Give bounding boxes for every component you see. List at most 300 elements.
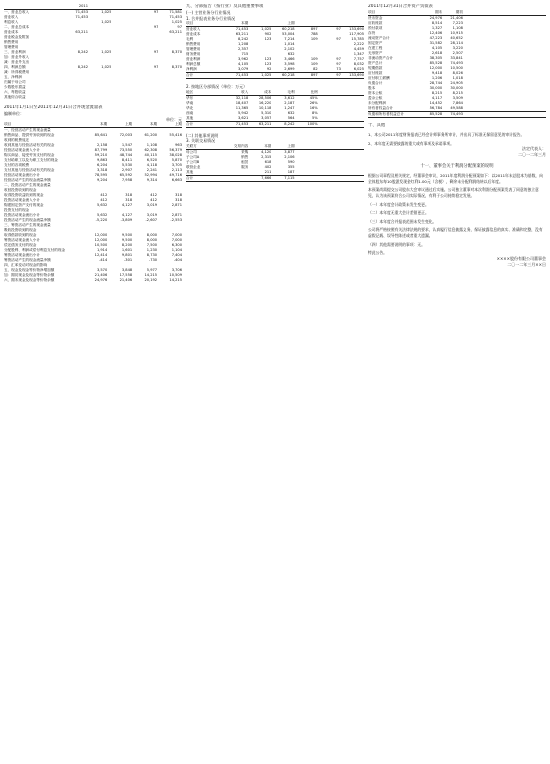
total-cell: 8,242 [271,121,294,127]
row-label: 货币资金 [368,16,383,20]
table-cell: 11,365 [235,105,249,110]
row-label: 销售商品、提供劳务收到的现金 [4,133,55,137]
closing-text: 特此公告。 [368,250,387,256]
row-label: 在建工程 [368,46,383,50]
table-cell: 2,222 [353,42,364,46]
table-cell: 412 [150,198,158,202]
row-label: 营业成本 [186,32,201,36]
table-cell: 2,187 [284,100,295,105]
table-cell: 7,757 [353,57,364,61]
row-label: 三、营业利润 [4,50,26,54]
row-label: 净利润 [186,67,197,71]
row-label: 一、营业总收入 [4,10,30,14]
row-label: 华东 [186,95,194,100]
table-cell: 71,453 [75,15,88,19]
table-cell: 109 [310,62,318,66]
table-row [4,278,182,283]
table-cell: 72,003 [119,133,133,137]
table-cell: 7,958 [121,178,133,182]
sign-company: 法定代表人： [522,146,546,152]
table-cell: 销售 [241,154,249,159]
row-label: 减：营业外支出 [4,60,30,64]
total-cell: 897 [295,73,318,79]
table-cell: 48,744 [119,153,133,157]
table-cell: 20,192 [144,278,158,282]
row-label: 投资活动现金流出小计 [4,213,40,217]
total-cell: 71,453 [225,73,248,79]
table-cell: 9,204 [96,178,108,182]
column-header: 上期 [107,122,132,128]
table-cell: -301 [124,258,133,262]
table-cell: 10,509 [169,273,182,277]
table-cell: 109 [310,37,318,41]
table-cell [111,95,134,100]
column-header: 项目 [186,21,225,27]
row-label: 三、筹资活动产生的现金流量 [4,223,51,227]
table-cell: 5,942 [238,110,249,115]
row-label: 归属于母公司 [4,80,26,84]
table-cell: 40,652 [450,36,463,40]
total-row [186,73,364,79]
table-cell: 16% [309,105,318,110]
table-cell: 9,500 [121,238,133,242]
table-cell: 10,118 [258,105,272,110]
item-4: （四）其他需要说明的事项：无。 [368,241,425,247]
table-cell: 60,218 [282,27,295,31]
table-cell: 8,242 [77,65,88,69]
table-cell: 服务 [241,164,249,169]
table-cell: 8,411 [121,158,133,162]
table-cell: 788 [310,32,318,36]
table-cell: 412 [150,193,158,197]
cashflow-title: 2011年1月1日至2011年12月31日合并现金流量表 [4,105,103,110]
row-label: 经营活动现金流出小计 [4,173,40,177]
row-label: 未分配利润 [368,101,386,105]
column-header: 地区 [186,90,225,96]
row-label: 营业收入 [4,15,19,19]
table-cell: 3,057 [261,115,272,120]
table-cell: 56,784 [429,106,443,110]
table-cell: 87,799 [94,148,108,152]
item-3: （三）本年度合并报表范围未发生变化。 [368,218,437,224]
row-label: 其他 [186,169,194,174]
table-cell: 564 [287,115,295,120]
row-label: 购建固定资产支付的现金 [4,203,44,207]
table-cell: 73 [336,67,341,71]
table-cell: 12,000 [429,66,443,70]
total-cell [318,175,341,181]
item-1: （一）本年度会计政策未发生变更。 [368,201,429,207]
row-label: 经营活动现金流入小计 [4,148,40,152]
table-cell: 5,530 [121,163,133,167]
table-cell: 3,509 [452,96,463,100]
table-cell: 3,612 [284,95,295,100]
table-cell: 4,127 [121,203,133,207]
table-cell: 21,406 [450,16,463,20]
cashflow-table [4,122,182,283]
column-header: 2011 [65,4,88,10]
table-cell: 8,215 [431,91,443,95]
table-cell: 97 [153,50,159,54]
table-cell: 3,466 [284,57,295,61]
table-cell: 5,870 [171,158,182,162]
balance-title: 2011年12月31日合并资产负债表 [368,4,433,9]
table-cell: 45% [309,95,318,100]
table-cell: 1,108 [146,143,158,147]
table-cell: 3,705 [171,163,182,167]
total-cell [484,112,505,118]
table-cell: 1,914 [96,248,108,252]
table-cell [88,95,111,100]
table-cell: 1,327 [431,26,443,30]
total-cell: 7,115 [271,175,294,181]
row-label: 非流动资产合计 [368,56,394,60]
row-label: 应付账款 [368,71,383,75]
column-header: 上期 [271,144,294,150]
table-cell: 3,220 [452,46,463,50]
table-cell: 109 [310,57,318,61]
table-cell: 14,215 [144,273,158,277]
row-label: 一、经营活动产生的现金流量 [4,128,51,132]
row-label: 营业利润 [186,57,201,61]
table-cell: 1,025 [101,50,112,54]
table-cell: 1,025 [171,20,182,24]
table-cell: 412 [100,193,108,197]
row-label: 加：期初现金及现金等价物余额 [4,273,55,277]
table-cell: 65,592 [119,173,133,177]
row-label: 五、净利润 [4,75,22,79]
table-cell: 8,242 [238,37,249,41]
board-date: 二〇一二年三月××日 [507,261,546,267]
table-cell: 5,632 [96,203,108,207]
table-cell: 8,200 [121,243,133,247]
row-label: 筹资活动现金流入小计 [4,238,40,242]
table-cell: 897 [310,27,318,31]
column-header: 上期 [157,122,182,128]
row-label: 营业成本 [4,30,19,34]
table-cell: 8,032 [353,62,364,66]
row-label: 负债合计 [368,81,383,85]
row-label: 资产总计 [368,61,383,65]
table-cell: 7,500 [146,243,158,247]
total-cell: 63,211 [248,121,271,127]
table-cell: 9,500 [121,233,133,237]
segment-table-1 [186,21,364,79]
row-label: 四、利润总额 [4,65,26,69]
total-label: 合计 [186,73,225,79]
total-cell: 74,493 [442,112,463,118]
table-cell: 38,305 [429,56,443,60]
total-label: 合计 [186,121,225,127]
table-cell: 1,347 [353,52,364,56]
table-cell: 30,000 [429,86,443,90]
table-cell: -5,220 [95,218,108,222]
table-cell: 1,104 [171,248,182,252]
segment-table-2-caption: 2. 按地区分部情况（单位：万元） [186,84,248,89]
column-header: 收入 [225,90,248,96]
cashflow-unit: 单位：元 [166,116,182,122]
table-cell: 632 [287,110,295,115]
row-label: 二、投资活动产生的现金流量 [4,183,51,187]
total-row [186,175,364,181]
table-cell: 1,206 [431,76,443,80]
dividend-paragraph-2: 本预案尚需提交公司股东大会审议通过后实施。公司独立董事对本次利润分配预案发表了同意的独立意见，认为该预案符合公司实际情况，有利于公司持续稳定发展。 [368,187,539,198]
table-cell: 3,706 [171,268,182,272]
note-1: 1、本公司2011年度财务报表已经会计师事务所审计，并出具了标准无保留意见的审计报告。 [368,132,525,137]
table-cell: 318 [175,193,182,197]
table-cell: 73,550 [119,148,133,152]
table-cell: 3,848 [121,268,133,272]
table-cell: 1,108 [452,26,463,30]
table-cell: 3,570 [96,268,108,272]
total-cell: 60,218 [271,73,294,79]
total-cell [341,121,364,127]
segment-table-3 [186,144,364,182]
column-header: 交易内容 [225,144,248,150]
total-cell [463,112,484,118]
total-cell: 85,528 [421,112,442,118]
table-cell: 租赁 [241,159,249,164]
table-cell: 56,379 [169,148,182,152]
table-cell: 49,716 [169,173,182,177]
table-cell: -404 [173,258,182,262]
column-header: 期末 [421,10,442,16]
row-label: 营业收入 [186,27,201,31]
table-cell: 7,000 [171,238,182,242]
table-cell: 3,318 [96,168,108,172]
table-cell: 618 [264,159,272,164]
table-cell: 71,453 [75,10,88,14]
column-header: 本期 [82,122,107,128]
table-cell: 6,025 [353,67,364,71]
table-cell: 963 [175,143,182,147]
total-cell: 100% [295,121,318,127]
column-header: 项目 [4,122,82,128]
table-cell: 97 [336,62,341,66]
table-cell: 85,528 [429,61,443,65]
table-cell: 8,514 [431,21,443,25]
table-cell: 63,211 [75,30,88,34]
table-cell: 40,115 [144,153,158,157]
table-cell: 14,215 [169,278,182,282]
total-cell [504,112,525,118]
row-label: 应收账款 [368,21,383,25]
table-cell: 5% [312,115,318,120]
table-cell: 590 [287,159,295,164]
table-cell: 74,493 [450,61,463,65]
table-cell: 187 [287,169,295,174]
row-label: 流动资产合计 [368,36,390,40]
table-cell: 49,588 [450,106,463,110]
notes-title: 十、其他 [368,123,386,128]
table-cell: 3,962 [238,57,249,61]
row-label: 管理费用 [4,45,19,49]
total-cell: 7,666 [248,175,271,181]
table-cell: 7,404 [171,253,182,257]
table-cell: 2,315 [261,154,272,159]
row-label: 分配股利、利润或偿付利息支付的现金 [4,248,66,252]
table-cell: 21,406 [119,278,133,282]
column-header: 上期 [271,21,294,27]
row-label: 盈余公积 [368,96,383,100]
table-cell: 2,871 [171,213,182,217]
table-cell: 1,601 [121,248,133,252]
dividend-paragraph-1: 根据公司章程及相关规定，经董事会审议，2011年度利润分配预案如下：以2011年末总股本为基数，向全体股东每10股派发现金红利1.00元（含税），剩余未分配利润结转以后年度。 [368,173,543,184]
table-cell: 123 [264,57,272,61]
column-header: 比例 [295,90,318,96]
table-cell: 82 [313,67,318,71]
table-cell: 133,690 [349,27,364,31]
table-cell: 2,699 [284,67,295,71]
table-cell: 15,785 [351,37,364,41]
table-cell: 52,994 [144,173,158,177]
table-cell: 715 [241,52,249,56]
table-cell: 1,025 [101,20,112,24]
table-cell: 6,663 [171,178,182,182]
table-cell: 63,211 [235,32,249,36]
row-label: 投资支付的现金 [4,208,30,212]
table-cell: -414 [99,258,108,262]
row-label: 经营活动产生的现金流量净额 [4,178,51,182]
table-cell: 7,000 [171,233,182,237]
table-cell: 47,223 [429,36,443,40]
table-cell: 8,000 [146,233,158,237]
segment-title: 九、分部报告（按行业）及其他重要事项 [186,4,264,9]
table-cell: 7,864 [452,101,463,105]
table-cell: 78,595 [94,173,108,177]
row-label: 短期借款 [368,66,383,70]
row-label: 收到其他与经营活动有关的现金 [4,143,55,147]
table-cell: 17,558 [119,273,133,277]
total-label: 负债和所有者权益总计 [368,112,421,118]
income-table [4,4,182,100]
column-header: 毛利 [271,90,294,96]
row-label: 偿还债务支付的现金 [4,243,37,247]
middle-column [186,4,364,758]
table-cell: 6,300 [171,243,182,247]
row-label: 无形资产 [368,51,383,55]
row-label: 筹资活动现金流出小计 [4,253,40,257]
table-cell: 24,976 [429,16,443,20]
row-label: 华南 [186,100,194,105]
left-column [4,4,182,758]
row-label: 毛利 [186,37,194,41]
row-label: 四、汇率变动对现金的影响 [4,263,48,267]
total-row [368,112,546,118]
table-cell: 2,102 [284,47,295,51]
table-cell: 8,026 [452,71,463,75]
row-label: 减：所得税费用 [4,70,30,74]
row-label: 所有者权益合计 [368,106,394,110]
table-cell: 1,208 [238,42,249,46]
table-cell: 8,242 [77,50,88,54]
right-column [368,4,546,758]
row-label: 销售费用 [186,42,201,46]
table-cell: 3,019 [146,203,158,207]
table-cell: 211 [264,169,272,174]
table-cell: 4,117 [431,96,443,100]
row-label: 股本 [368,86,376,90]
row-label: 吸收投资收到的现金 [4,228,37,232]
table-cell: 71,453 [169,15,182,19]
table-cell: -2,607 [145,218,158,222]
row-label: 应付职工薪酬 [368,76,390,80]
row-label: 资本公积 [368,91,383,95]
table-cell: 1,547 [121,143,133,147]
table-cell: 12,414 [94,253,108,257]
sign-date: 二〇一二年三月 [518,152,546,158]
table-cell: 97 [153,10,159,14]
row-label: 取得借款收到的现金 [4,233,37,237]
row-label: 取得投资收益收到的现金 [4,193,44,197]
segment-table-1-caption: 1. 合并报表业务分行业情况 [186,15,236,21]
row-label: 六、每股收益 [4,90,26,94]
table-cell [65,95,88,100]
table-cell [135,95,158,100]
total-cell [295,175,318,181]
row-label: 收到的税费返还 [4,138,30,142]
table-cell: 10,500 [94,243,108,247]
table-cell: 97 [336,37,341,41]
row-label: 利息收入 [4,20,19,24]
table-cell: 1,025 [101,65,112,69]
segment-section-2: (二) 其他事项说明 [186,132,219,138]
total-cell [341,175,364,181]
table-cell: 4,105 [431,46,443,50]
table-cell: 2,241 [146,168,158,172]
table-cell: 2,113 [171,168,182,172]
total-cell [318,121,341,127]
table-cell: 1,230 [146,248,158,252]
total-cell: 97 [318,73,341,79]
table-cell: 61,200 [144,133,158,137]
column-header: 期初 [442,10,463,16]
row-label: 其他 [186,115,194,120]
table-cell: 33,841 [450,56,463,60]
table-cell: 97 [177,25,182,29]
table-cell: 97 [336,57,341,61]
row-label: 利润总额 [186,62,201,66]
table-cell: 318 [125,198,133,202]
table-cell: 14,452 [429,101,443,105]
row-label: 二、营业总成本 [4,25,30,29]
table-cell: 24,976 [94,278,108,282]
column-header: 关联方 [186,144,225,150]
row-label: 收回投资收到的现金 [4,188,37,192]
table-cell: 12,000 [94,238,108,242]
table-cell: 1,014 [284,42,295,46]
row-label: 少数股东损益 [4,85,26,89]
table-cell: 31,582 [429,41,443,45]
table-cell: 2,158 [96,143,108,147]
balance-table [368,10,546,118]
table-cell: -2,553 [170,218,182,222]
row-label: 投资活动产生的现金流量净额 [4,218,51,222]
row-label: 子公司B [186,159,200,164]
table-cell: 24,905 [450,81,463,85]
table-cell: 28,114 [450,41,463,45]
table-cell: 8,370 [171,65,182,69]
table-cell: 7,214 [284,37,295,41]
table-cell: 123 [264,37,272,41]
row-label: 母公司 [186,149,197,154]
table-cell: 902 [264,32,272,36]
table-cell: 16,220 [258,100,272,105]
row-label: 其他综合收益 [4,95,26,99]
table-cell: 4,120 [261,149,272,154]
table-cell: 4,127 [121,213,133,217]
row-label: 支付的各项税费 [4,163,30,167]
